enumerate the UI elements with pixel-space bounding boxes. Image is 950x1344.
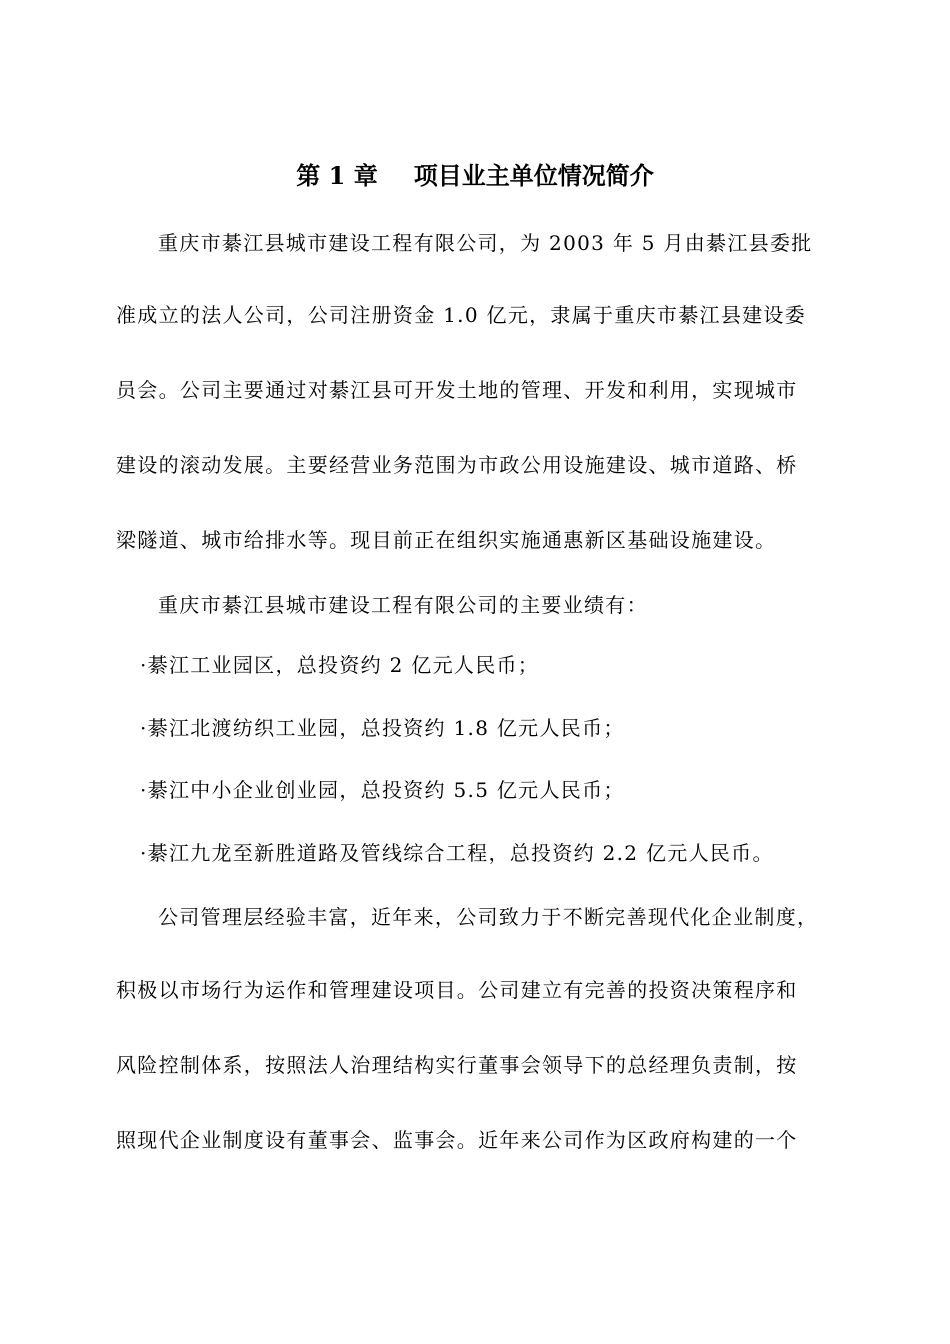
paragraph-line: 员会。公司主要通过对綦江县可开发土地的管理、开发和利用，实现城市: [116, 378, 798, 402]
chapter-number: 第 1 章: [296, 161, 378, 190]
paragraph-line: 公司管理层经验丰富，近年来，公司致力于不断完善现代化企业制度，: [158, 905, 819, 929]
paragraph-line: 建设的滚动发展。主要经营业务范围为市政公用设施建设、城市道路、桥: [116, 453, 798, 477]
paragraph-line: 准成立的法人公司，公司注册资金 1.0 亿元，隶属于重庆市綦江县建设委: [116, 303, 807, 327]
achievement-item: ·綦江北渡纺织工业园，总投资约 1.8 亿元人民币；: [140, 716, 625, 740]
paragraph-line: 风险控制体系，按照法人治理结构实行董事会领导下的总经理负责制，按: [116, 1053, 798, 1077]
achievement-item: ·綦江九龙至新胜道路及管线综合工程，总投资约 2.2 亿元人民币。: [140, 841, 774, 865]
chapter-heading: [0, 158, 950, 194]
paragraph-line: 重庆市綦江县城市建设工程有限公司的主要业绩有：: [158, 593, 648, 617]
paragraph-line: 梁隧道、城市给排水等。现目前正在组织实施通惠新区基础设施建设。: [116, 528, 777, 552]
paragraph-line: 积极以市场行为运作和管理建设项目。公司建立有完善的投资决策程序和: [116, 978, 798, 1002]
paragraph-line: 重庆市綦江县城市建设工程有限公司，为 2003 年 5 月由綦江县委批: [158, 231, 813, 255]
chapter-title: 项目业主单位情况简介: [413, 161, 654, 190]
achievement-item: ·綦江工业园区，总投资约 2 亿元人民币；: [140, 653, 540, 677]
paragraph-line: 照现代企业制度设有董事会、监事会。近年来公司作为区政府构建的一个: [116, 1128, 798, 1152]
achievement-item: ·綦江中小企业创业园，总投资约 5.5 亿元人民币；: [140, 778, 625, 802]
